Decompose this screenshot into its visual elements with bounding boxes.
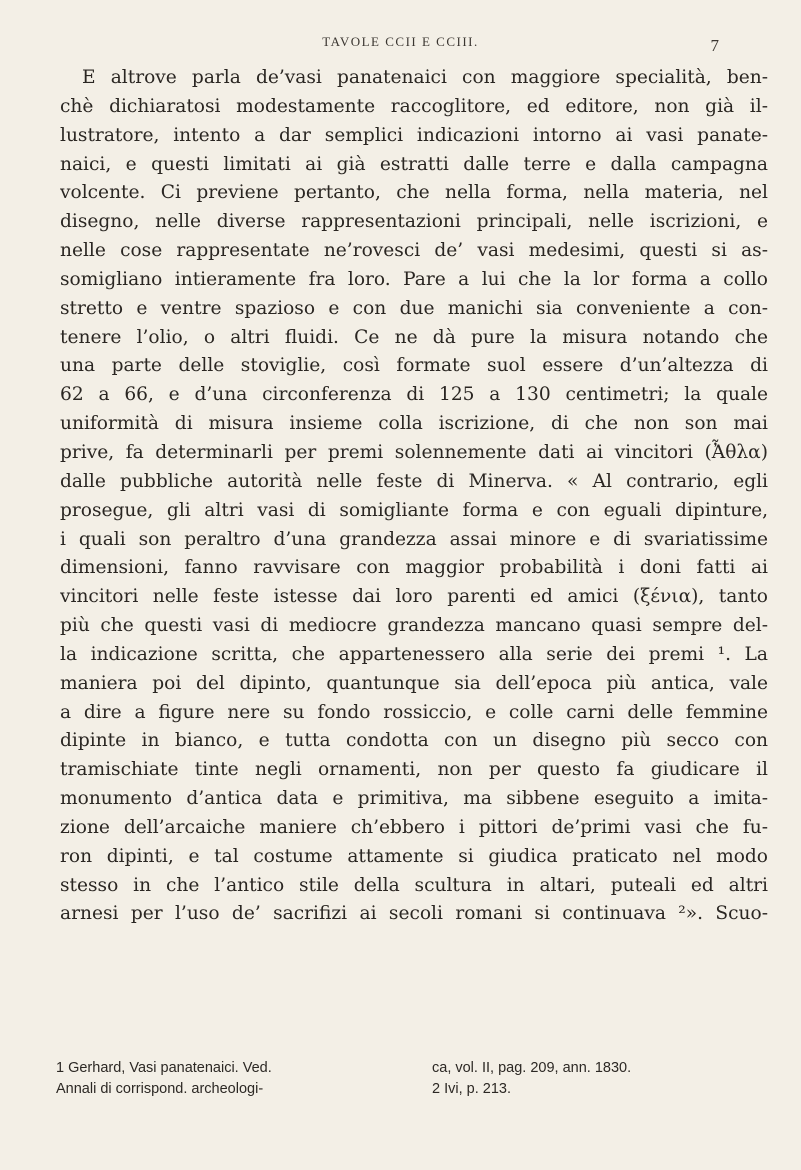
footnote-line: 1 Gerhard, Vasi panatenaici. Ved. bbox=[56, 1060, 272, 1076]
text-line: più che questi vasi di mediocre grandezza mancano quasi sempre del- bbox=[60, 615, 768, 637]
text-line: dimensioni, fanno ravvisare con maggior probabilità i doni fatti ai bbox=[60, 557, 768, 579]
footnote-line: Annali di corrispond. archeologi- bbox=[56, 1081, 264, 1097]
text-line: E altrove parla de’vasi panatenaici con maggiore specialità, ben- bbox=[82, 67, 768, 88]
text-line: zione dell’arcaiche maniere ch’ebbero i pittori de’primi vasi che fu- bbox=[60, 816, 768, 838]
text-line: dipinte in bianco, e tutta condotta con un disegno più secco con bbox=[60, 730, 768, 752]
text-line: 62 a 66, e d’una circonferenza di 125 a 130 centimetri; la quale bbox=[60, 384, 768, 406]
page-number: 7 bbox=[710, 36, 719, 55]
footnotes bbox=[56, 1058, 772, 1100]
footnote-line: 2 Ivi, p. 213. bbox=[432, 1081, 511, 1097]
footnote-line: ca, vol. II, pag. 209, ann. 1830. bbox=[432, 1060, 632, 1076]
text-line: vincitori nelle feste istesse dai loro parenti ed amici (ξένια), tanto bbox=[60, 586, 768, 608]
text-line: prive, fa determinarli per premi solennemente dati ai vincitori (Ἆθλα) bbox=[60, 441, 768, 463]
text-line: lustratore, intento a dar semplici indicazioni intorno ai vasi panate- bbox=[60, 124, 768, 146]
text-line: una parte delle stoviglie, così formate suol essere d’un’altezza di bbox=[60, 355, 768, 377]
text-line: tenere l’olio, o altri fluidi. Ce ne dà pure la misura notando che bbox=[60, 326, 768, 348]
text-line: ron dipinti, e tal costume attamente si giudica praticato nel modo bbox=[60, 845, 768, 867]
footnotes-left-column bbox=[56, 1058, 406, 1100]
text-line: la indicazione scritta, che appartenessero alla serie dei premi ¹. La bbox=[60, 643, 768, 665]
text-line: a dire a figure nere su fondo rossiccio, e colle carni delle femmine bbox=[60, 701, 768, 723]
page-header bbox=[0, 34, 801, 58]
text-line: uniformità di misura insieme colla iscrizione, di che non son mai bbox=[60, 413, 768, 435]
text-line: stesso in che l’antico stile della scultura in altari, puteali ed altri bbox=[60, 874, 768, 896]
text-line: dalle pubbliche autorità nelle feste di Minerva. « Al contrario, egli bbox=[60, 470, 768, 492]
text-line: disegno, nelle diverse rappresentazioni principali, nelle iscrizioni, e bbox=[60, 211, 768, 233]
text-line: naici, e questi limitati ai già estratti dalle terre e dalla campagna bbox=[60, 153, 768, 175]
text-line: chè dichiaratosi modestamente raccoglitore, ed editore, non già il- bbox=[60, 95, 768, 117]
text-line: stretto e ventre spazioso e con due manichi sia conveniente a con- bbox=[60, 297, 768, 319]
footnotes-right-column bbox=[432, 1058, 772, 1100]
text-line: arnesi per l’uso de’ sacrifizi ai secoli romani si continuava ²». Scuo- bbox=[60, 903, 768, 925]
text-line: maniera poi del dipinto, quantunque sia dell’epoca più antica, vale bbox=[60, 672, 768, 694]
text-line: prosegue, gli altri vasi di somigliante forma e con eguali dipinture, bbox=[60, 499, 768, 521]
text-line: i quali son peraltro d’una grandezza assai minore e di svariatissime bbox=[60, 528, 768, 550]
text-line: monumento d’antica data e primitiva, ma sibbene eseguito a imita- bbox=[60, 788, 768, 810]
text-line: somigliano intieramente fra loro. Pare a lui che la lor forma a collo bbox=[60, 268, 768, 290]
text-line: tramischiate tinte negli ornamenti, non per questo fa giudicare il bbox=[60, 759, 768, 781]
text-line: volcente. Ci previene pertanto, che nella forma, nella materia, nel bbox=[60, 182, 768, 204]
running-title: TAVOLE CCII E CCIII. bbox=[322, 34, 479, 49]
body-text bbox=[60, 64, 768, 929]
text-line: nelle cose rappresentate ne’rovesci de’ vasi medesimi, questi si as- bbox=[60, 240, 768, 262]
